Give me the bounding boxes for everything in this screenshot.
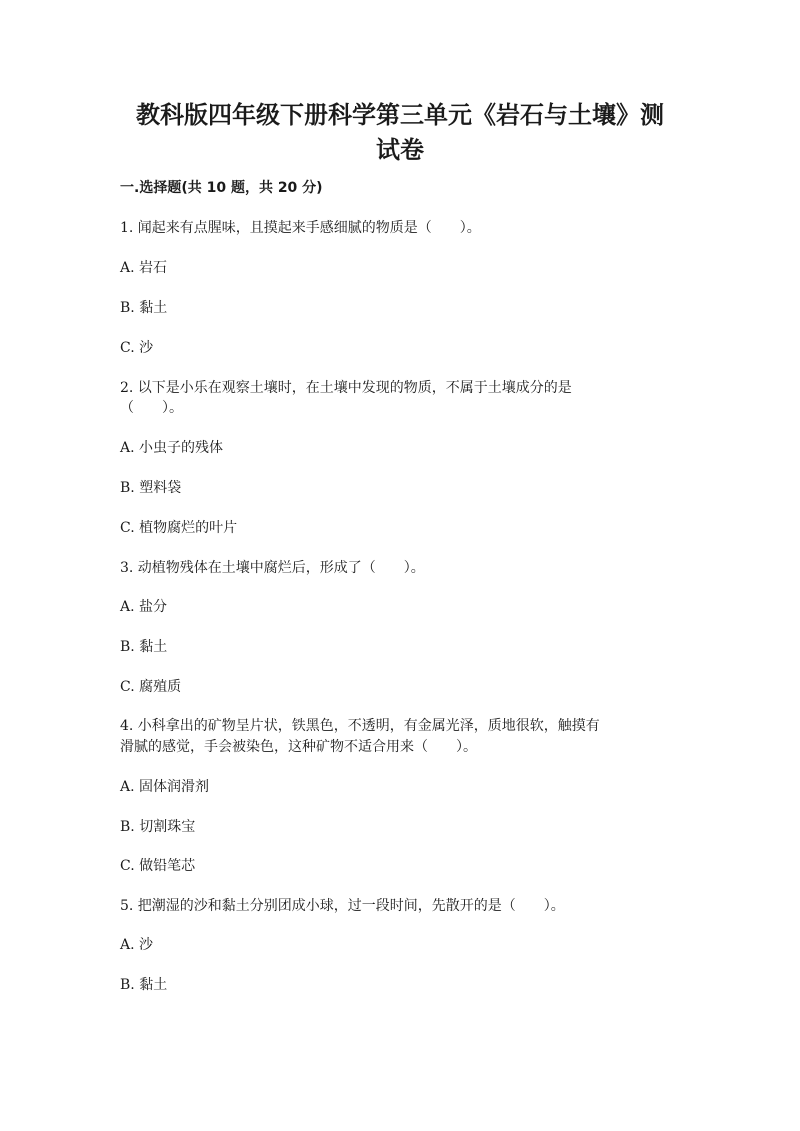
- question-3-stem: 3. 动植物残体在土壤中腐烂后，形成了（ ）。: [120, 560, 425, 576]
- question-4-stem-line-1: 4. 小科拿出的矿物呈片状，铁黑色，不透明，有金属光泽，质地很软，触摸有: [120, 718, 600, 734]
- question-2-option-a: A. 小虫子的残体: [120, 440, 224, 456]
- exam-title-line-2: 试卷: [376, 136, 424, 164]
- question-5-option-b: B. 黏土: [120, 977, 168, 993]
- question-3-option-a: A. 盐分: [120, 599, 168, 615]
- question-3-option-b: B. 黏土: [120, 639, 168, 655]
- question-3-option-c: C. 腐殖质: [120, 679, 182, 695]
- question-2-stem-line-1: 2. 以下是小乐在观察土壤时，在土壤中发现的物质，不属于土壤成分的是: [120, 380, 572, 396]
- question-2-option-b: B. 塑料袋: [120, 480, 182, 496]
- question-2-stem-line-2: （ ）。: [120, 400, 183, 416]
- question-4-option-a: A. 固体润滑剂: [120, 779, 210, 795]
- question-4-option-b: B. 切割珠宝: [120, 819, 196, 835]
- question-5-option-a: A. 沙: [120, 937, 154, 953]
- exam-title-line-1: 教科版四年级下册科学第三单元《岩石与土壤》测: [136, 101, 664, 129]
- question-1-option-b: B. 黏土: [120, 300, 168, 316]
- question-4-option-c: C. 做铅笔芯: [120, 858, 196, 874]
- question-2-option-c: C. 植物腐烂的叶片: [120, 520, 238, 536]
- question-5-stem: 5. 把潮湿的沙和黏土分别团成小球，过一段时间，先散开的是（ ）。: [120, 898, 565, 914]
- question-4-stem-line-2: 滑腻的感觉，手会被染色，这种矿物不适合用来（ ）。: [120, 739, 477, 755]
- question-1-option-c: C. 沙: [120, 340, 154, 356]
- section-heading-multiple-choice: 一.选择题(共 10 题，共 20 分): [120, 180, 323, 196]
- exam-title: [120, 98, 680, 168]
- question-1-stem: 1. 闻起来有点腥味，且摸起来手感细腻的物质是（ ）。: [120, 220, 481, 236]
- question-1-option-a: A. 岩石: [120, 260, 168, 276]
